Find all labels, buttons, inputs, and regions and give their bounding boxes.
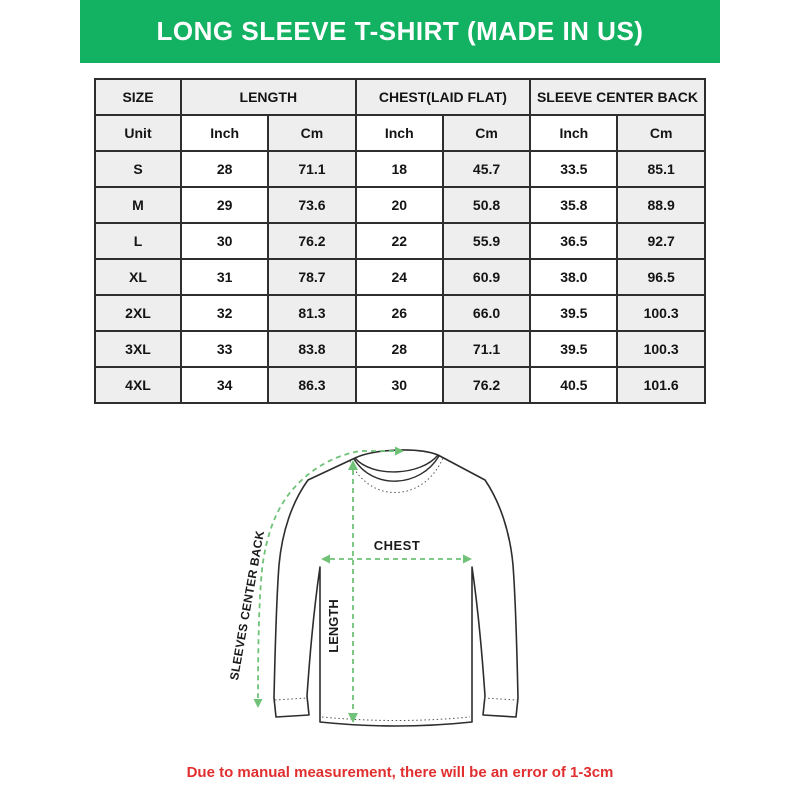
shirt-outline (274, 450, 518, 726)
table-row (95, 331, 705, 367)
unit-cell: Cm (617, 115, 704, 151)
unit-cell: Inch (356, 115, 443, 151)
value-cell: 28 (356, 331, 443, 367)
value-cell: 24 (356, 259, 443, 295)
arrowhead-down-icon (254, 699, 263, 708)
unit-row (95, 115, 705, 151)
col-header-sleeve: SLEEVE CENTER BACK (530, 79, 705, 115)
value-cell: 81.3 (268, 295, 355, 331)
value-cell: 38.0 (530, 259, 617, 295)
col-header-chest: CHEST(LAID FLAT) (356, 79, 531, 115)
table-group-header-row (95, 79, 705, 115)
table-row (95, 151, 705, 187)
sleeve-label: SLEEVES CENTER BACK (226, 529, 268, 682)
value-cell: 40.5 (530, 367, 617, 403)
size-cell: 4XL (95, 367, 181, 403)
size-cell: S (95, 151, 181, 187)
col-header-size: SIZE (95, 79, 181, 115)
value-cell: 22 (356, 223, 443, 259)
value-cell: 39.5 (530, 331, 617, 367)
unit-cell: Inch (530, 115, 617, 151)
value-cell: 101.6 (617, 367, 704, 403)
value-cell: 32 (181, 295, 268, 331)
value-cell: 33.5 (530, 151, 617, 187)
footnote: Due to manual measurement, there will be an error of 1-3cm (186, 764, 614, 781)
size-table (94, 78, 706, 404)
unit-cell: Cm (443, 115, 530, 151)
page-title: LONG SLEEVE T-SHIRT (MADE IN US) (156, 16, 644, 46)
table-row (95, 295, 705, 331)
value-cell: 86.3 (268, 367, 355, 403)
value-cell: 34 (181, 367, 268, 403)
size-cell: M (95, 187, 181, 223)
value-cell: 76.2 (268, 223, 355, 259)
value-cell: 39.5 (530, 295, 617, 331)
value-cell: 88.9 (617, 187, 704, 223)
chest-label: CHEST (373, 538, 421, 553)
unit-cell: Cm (268, 115, 355, 151)
value-cell: 29 (181, 187, 268, 223)
value-cell: 60.9 (443, 259, 530, 295)
unit-cell: Unit (95, 115, 181, 151)
size-cell: XL (95, 259, 181, 295)
value-cell: 66.0 (443, 295, 530, 331)
value-cell: 28 (181, 151, 268, 187)
value-cell: 76.2 (443, 367, 530, 403)
value-cell: 71.1 (443, 331, 530, 367)
value-cell: 20 (356, 187, 443, 223)
value-cell: 100.3 (617, 331, 704, 367)
value-cell: 85.1 (617, 151, 704, 187)
value-cell: 83.8 (268, 331, 355, 367)
value-cell: 18 (356, 151, 443, 187)
value-cell: 35.8 (530, 187, 617, 223)
value-cell: 45.7 (443, 151, 530, 187)
length-label: LENGTH (326, 599, 341, 653)
table-row (95, 223, 705, 259)
value-cell: 30 (181, 223, 268, 259)
value-cell: 50.8 (443, 187, 530, 223)
table-row (95, 259, 705, 295)
value-cell: 55.9 (443, 223, 530, 259)
size-cell: 3XL (95, 331, 181, 367)
table-row (95, 187, 705, 223)
title-banner (80, 0, 720, 63)
col-header-length: LENGTH (181, 79, 356, 115)
value-cell: 26 (356, 295, 443, 331)
unit-cell: Inch (181, 115, 268, 151)
value-cell: 31 (181, 259, 268, 295)
shirt-diagram (220, 430, 580, 760)
value-cell: 36.5 (530, 223, 617, 259)
value-cell: 92.7 (617, 223, 704, 259)
value-cell: 30 (356, 367, 443, 403)
value-cell: 100.3 (617, 295, 704, 331)
table-row (95, 367, 705, 403)
value-cell: 73.6 (268, 187, 355, 223)
size-cell: L (95, 223, 181, 259)
value-cell: 71.1 (268, 151, 355, 187)
value-cell: 78.7 (268, 259, 355, 295)
value-cell: 96.5 (617, 259, 704, 295)
size-cell: 2XL (95, 295, 181, 331)
value-cell: 33 (181, 331, 268, 367)
